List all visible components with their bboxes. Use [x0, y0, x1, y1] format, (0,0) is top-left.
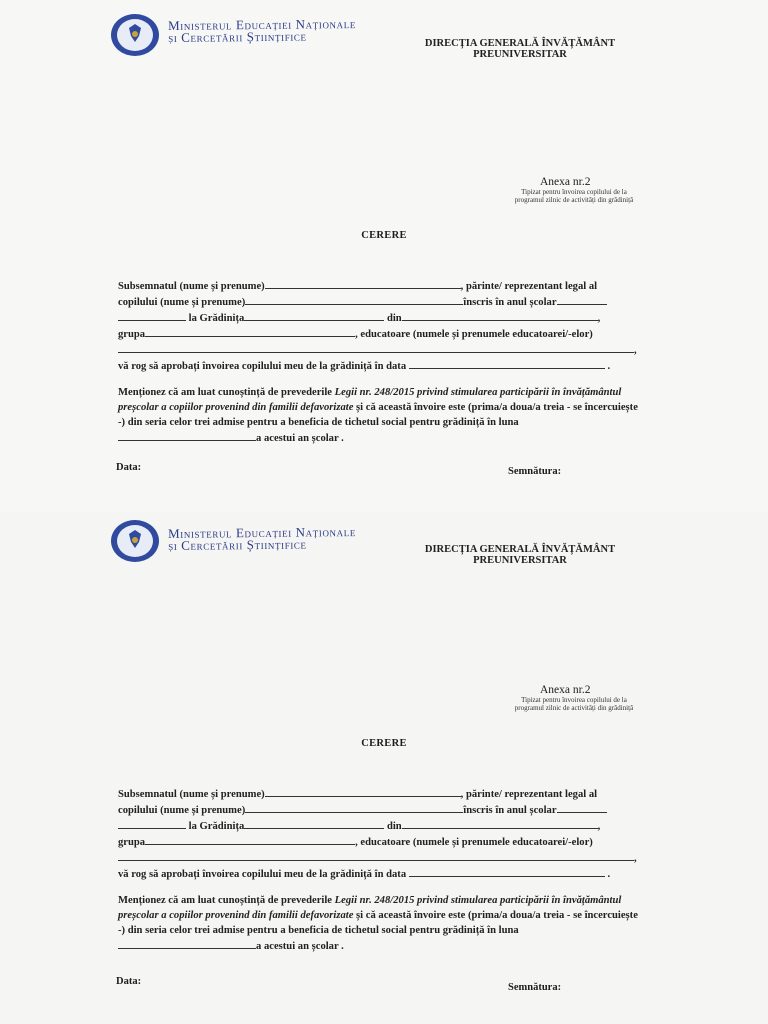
form-body: [118, 278, 646, 446]
anexa-note: [494, 696, 654, 712]
signature-label: Semnătura:: [508, 982, 562, 993]
group-field[interactable]: [145, 326, 355, 337]
ministry-line-1: Ministerul Educației Naționale: [167, 16, 357, 33]
parent-name-label: Subsemnatul (nume și prenume): [118, 281, 265, 292]
group-label: grupa: [118, 837, 146, 848]
month-field[interactable]: [118, 938, 256, 949]
child-name-label: copilului (nume și prenume): [118, 805, 246, 816]
form-line-5: ,: [118, 850, 646, 866]
kindergarten-name-field[interactable]: [244, 310, 384, 321]
form-title: CERERE: [361, 738, 407, 749]
anexa-title: Anexa nr.2: [540, 176, 591, 188]
school-year-field[interactable]: [557, 802, 607, 813]
form-body: [118, 786, 646, 954]
form-line-1: [118, 786, 646, 802]
anexa-title: Anexa nr.2: [540, 684, 591, 696]
date-label: Data:: [116, 462, 142, 473]
form-title: CERERE: [361, 230, 407, 241]
teacher-label: , educatoare (numele și prenumele educatoarei/-elor): [355, 329, 593, 340]
date-label: Data:: [116, 976, 142, 987]
teacher-label: , educatoare (numele și prenumele educatoarei/-elor): [355, 837, 593, 848]
form-line-4: [118, 326, 646, 342]
teacher-name-field[interactable]: [118, 850, 634, 861]
parent-name-field[interactable]: [265, 786, 461, 797]
form-line-3: la Grădinița din ,: [118, 818, 646, 834]
form-line-6: vă rog să aprobați învoirea copilului meu de la grădiniță în data .: [118, 866, 646, 882]
directia-heading: [420, 544, 620, 566]
form-line-4: [118, 834, 646, 850]
form-copy-2: [0, 512, 768, 1024]
child-name-label: copilului (nume și prenume): [118, 297, 246, 308]
leave-date-field[interactable]: [409, 866, 605, 877]
directia-line-1: DIRECȚIA GENERALĂ ÎNVĂȚĂMÂNT: [424, 38, 616, 49]
anexa-note-line-1: Tipizat pentru învoirea copilului de la: [521, 696, 627, 704]
kindergarten-label: la Grădinița: [188, 821, 245, 832]
anexa-note-line-2: programul zilnic de activități din grădiniță: [514, 704, 634, 712]
kindergarten-number-field[interactable]: [118, 818, 186, 829]
locality-field[interactable]: [402, 818, 598, 829]
month-field[interactable]: [118, 430, 256, 441]
law-reference: Legii nr. 248/2015 privind stimularea participării în învățământul preșcolar a copiilor provenind din familii defavorizate: [118, 387, 622, 413]
parent-name-label: Subsemnatul (nume și prenume): [118, 789, 265, 800]
date-request-label: vă rog să aprobați învoirea copilului meu de la grădiniță în data: [118, 869, 407, 880]
ministry-name: [168, 18, 356, 44]
form-line-6: vă rog să aprobați învoirea copilului meu de la grădiniță în data .: [118, 358, 646, 374]
ministry-name: [168, 526, 356, 552]
law-reference: Legii nr. 248/2015 privind stimularea participării în învățământul preșcolar a copiilor provenind din familii defavorizate: [118, 895, 622, 921]
ministry-line-1: Ministerul Educației Naționale: [167, 524, 357, 541]
group-label: grupa: [118, 329, 146, 340]
kindergarten-number-field[interactable]: [118, 310, 186, 321]
locality-label: din: [386, 821, 402, 832]
directia-line-2: PREUNIVERSITAR: [473, 555, 567, 566]
ministry-seal-icon: [108, 518, 162, 564]
ministry-line-2: și Cercetării Științifice: [168, 536, 307, 553]
anexa-note-line-1: Tipizat pentru învoirea copilului de la: [521, 188, 627, 196]
leave-date-field[interactable]: [409, 358, 605, 369]
locality-field[interactable]: [402, 310, 598, 321]
child-name-field[interactable]: [245, 802, 463, 813]
kindergarten-name-field[interactable]: [244, 818, 384, 829]
parent-role-label: , părinte/ reprezentant legal al: [460, 281, 598, 292]
school-year-field[interactable]: [557, 294, 607, 305]
form-line-2: [118, 294, 646, 310]
date-request-label: vă rog să aprobați învoirea copilului meu de la grădiniță în data: [118, 361, 407, 372]
signature-label: Semnătura:: [508, 466, 562, 477]
directia-line-1: DIRECȚIA GENERALĂ ÎNVĂȚĂMÂNT: [424, 544, 616, 555]
kindergarten-label: la Grădinița: [188, 313, 245, 324]
school-year-label: înscris în anul școlar: [463, 297, 557, 308]
anexa-note: [494, 188, 654, 204]
child-name-field[interactable]: [245, 294, 463, 305]
ministry-line-2: și Cercetării Științifice: [168, 28, 307, 45]
parent-name-field[interactable]: [265, 278, 461, 289]
directia-heading: [420, 38, 620, 60]
form-line-2: [118, 802, 646, 818]
directia-line-2: PREUNIVERSITAR: [473, 49, 567, 60]
locality-label: din: [386, 313, 402, 324]
teacher-name-field[interactable]: [118, 342, 634, 353]
form-line-3: la Grădinița din ,: [118, 310, 646, 326]
anexa-note-line-2: programul zilnic de activități din grădiniță: [514, 196, 634, 204]
form-line-1: [118, 278, 646, 294]
form-line-5: ,: [118, 342, 646, 358]
parent-role-label: , părinte/ reprezentant legal al: [460, 789, 598, 800]
ministry-seal-icon: [108, 12, 162, 58]
group-field[interactable]: [145, 834, 355, 845]
declaration-paragraph: Menționez că am luat cunoștință de prevederile Legii nr. 248/2015 privind stimularea participării în învățământul preșcolar a copiilor provenind din familii defavorizate și că această învoire este (prima/a doua/a treia - se încercuiește -) din seria celor trei admise pentru a beneficia de tichetul social pentru grădiniță în lunaa acestui an școlar .: [118, 387, 638, 444]
school-year-label: înscris în anul școlar: [463, 805, 557, 816]
declaration-paragraph: Menționez că am luat cunoștință de prevederile Legii nr. 248/2015 privind stimularea participării în învățământul preșcolar a copiilor provenind din familii defavorizate și că această învoire este (prima/a doua/a treia - se încercuiește -) din seria celor trei admise pentru a beneficia de tichetul social pentru grădiniță în lunaa acestui an școlar .: [118, 895, 638, 952]
